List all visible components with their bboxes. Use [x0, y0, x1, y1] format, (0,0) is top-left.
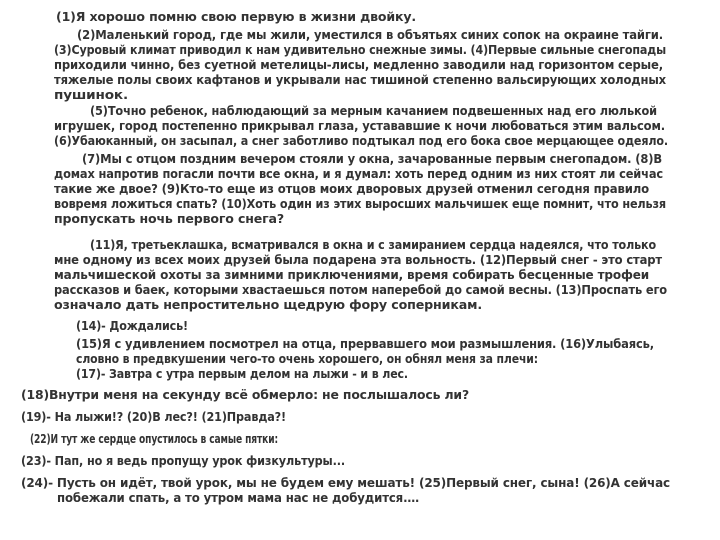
text-line: (3)Суровый климат приводил к нам удивительно снежные зимы. (4)Первые сильные снегопады: [54, 43, 666, 57]
text-line: побежали спать, а то утром мама нас не добудится.…: [57, 491, 419, 505]
text-line: рассказов и баек, которыми хвастаешься потом наперебой до самой весны. (13)Проспать его: [54, 283, 667, 297]
text-line: вовремя ложиться спать? (10)Хоть один из этих выросших мальчишек еще помнит, что нельзя: [54, 197, 666, 211]
text-line: (7)Мы с отцом поздним вечером стояли у окна, зачарованные первым снегопадом. (8)В: [82, 152, 662, 166]
text-line: тяжелые полы своих кафтанов и укрывали нас тишиной степенно вальсирующих холодных: [54, 73, 666, 87]
text-line: словно в предвкушении чего-то очень хорошего, он обнял меня за плечи:: [76, 352, 538, 366]
text-line: (23)- Пап, но я ведь пропущу урок физкультуры...: [21, 454, 345, 468]
text-line: (22)И тут же сердце опустилось в самые пятки:: [30, 432, 278, 446]
text-line: игрушек, город постепенно прикрывал глаза, устававшие к ночи любоваться этим вальсом.: [54, 119, 665, 133]
text-line: (11)Я, третьеклашка, всматривался в окна и с замиранием сердца надеялся, что только: [90, 238, 656, 252]
text-line: домах напротив погасли почти все окна, и я думал: хоть перед одним из них стоят ли сейчас: [54, 167, 663, 181]
text-line: (5)Точно ребенок, наблюдающий за мерным качанием подвешенных над его люлькой: [90, 104, 657, 118]
text-line: (18)Внутри меня на секунду всё обмерло: не послышалось ли?: [21, 388, 469, 402]
text-line: мне одному из всех моих друзей была подарена эта вольность. (12)Первый снег - это старт: [54, 253, 662, 267]
text-line: (2)Маленький город, где мы жили, уместился в объятьях синих сопок на окраине тайги.: [77, 28, 663, 42]
text-line: (19)- На лыжи!? (20)В лес?! (21)Правда?!: [21, 410, 286, 424]
text-line: пропускать ночь первого снега?: [54, 212, 284, 226]
text-line: приходили чинно, без суетной метелицы-лисы, медленно заводили над горизонтом серые,: [54, 58, 663, 72]
text-line: (14)- Дождались!: [76, 319, 188, 333]
text-line: (15)Я с удивлением посмотрел на отца, прервавшего мои размышления. (16)Улыбаясь,: [76, 337, 654, 351]
text-line: такие же двое? (9)Кто-то еще из отцов моих дворовых друзей отменил сегодня правило: [54, 182, 649, 196]
text-line: означало дать непростительно щедрую фору соперникам.: [54, 298, 482, 312]
text-line: мальчишеской охоты за зимними приключениями, время собирать бесценные трофеи: [54, 268, 649, 282]
text-line: (6)Убаюканный, он засыпал, а снег заботливо подтыкал под его бока свое мерцающее одеяло.: [54, 134, 668, 148]
text-line: (24)- Пусть он идёт, твой урок, мы не будем ему мешать! (25)Первый снег, сына! (26)А сейчас: [21, 476, 670, 490]
text-line: (17)- Завтра с утра первым делом на лыжи - и в лес.: [76, 367, 408, 381]
text-line: пушинок.: [54, 88, 128, 102]
text-line: (1)Я хорошо помню свою первую в жизни двойку.: [56, 10, 416, 24]
